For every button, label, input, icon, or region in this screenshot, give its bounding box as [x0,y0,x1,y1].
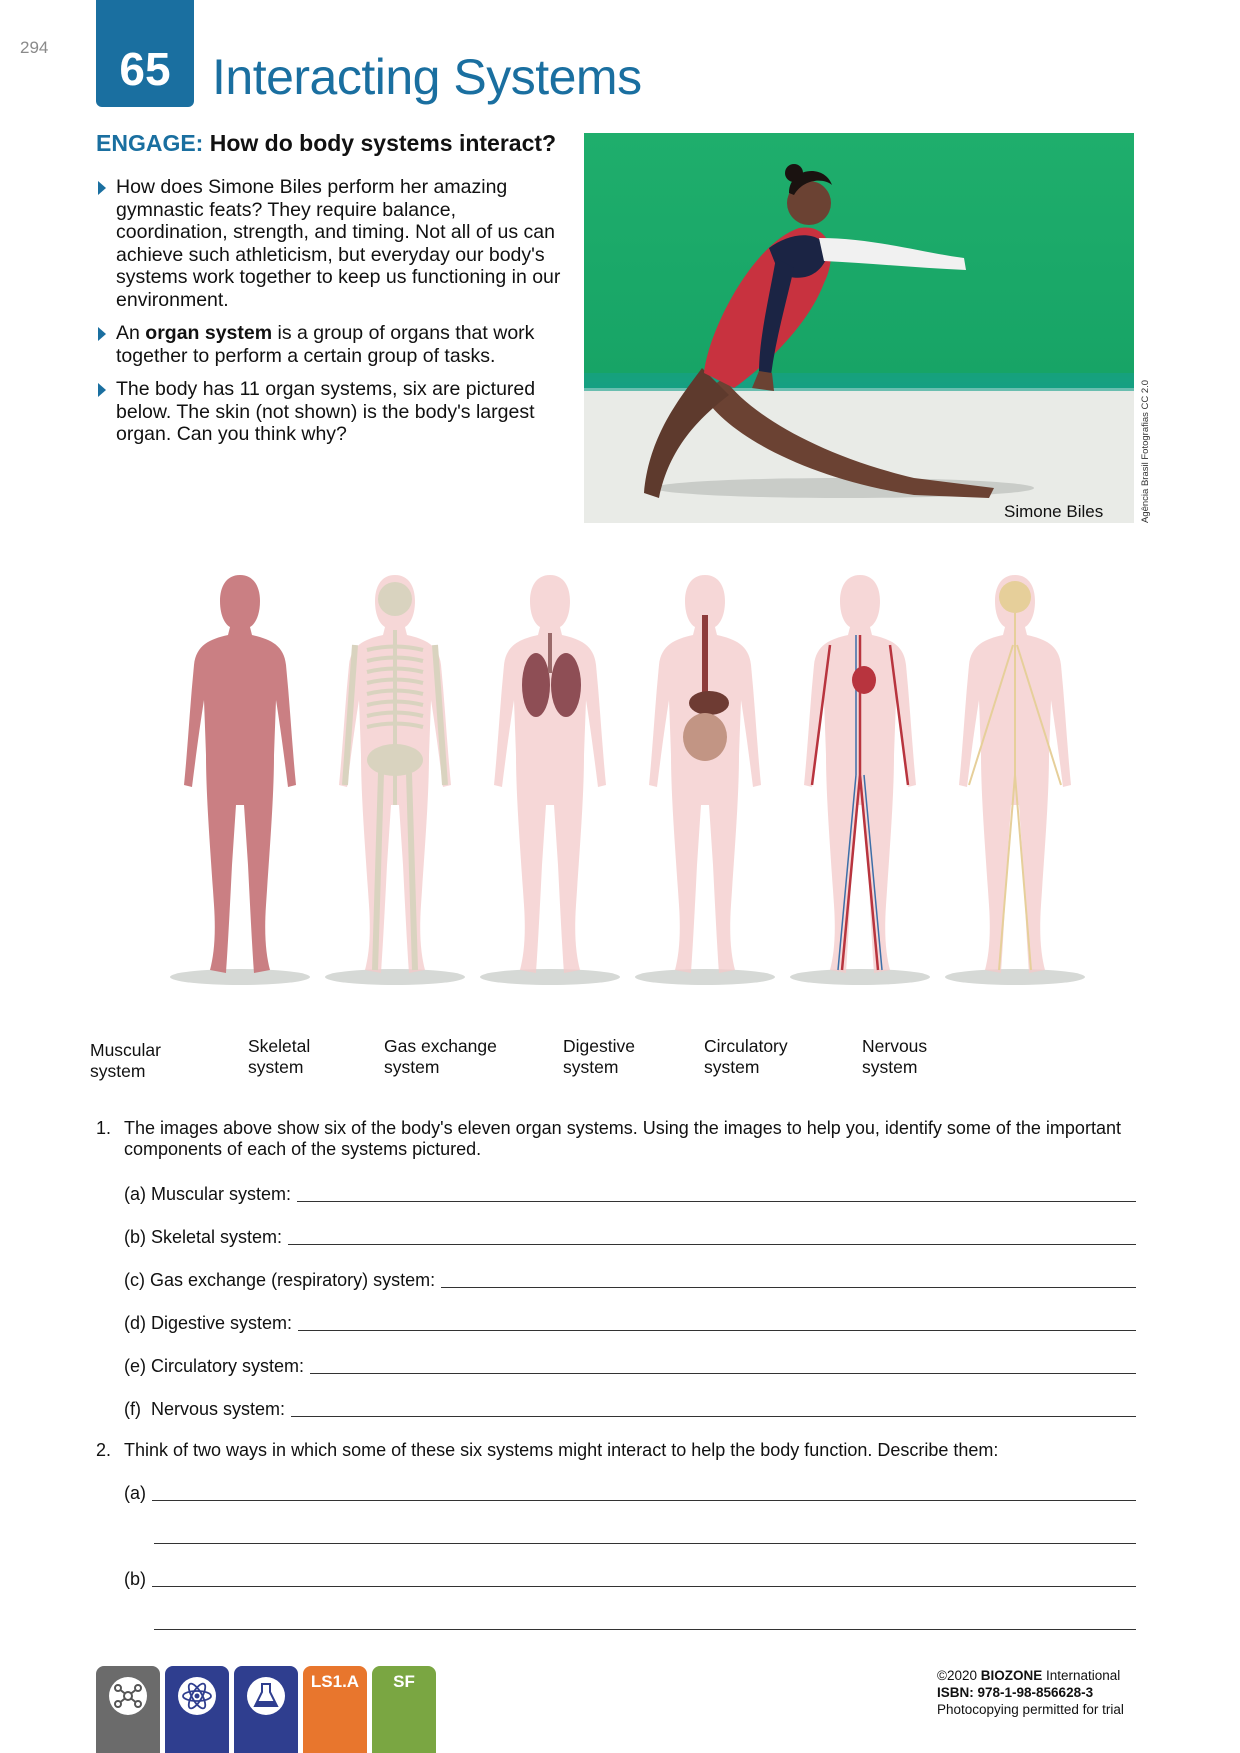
answer-line[interactable] [298,1329,1136,1331]
photo-credit: Agência Brasil Fotografias CC 2.0 [1140,379,1151,523]
answer-row [124,1205,1136,1248]
answer-label: (a) [124,1483,146,1503]
body-figure [480,575,620,985]
organ-systems-figures [150,565,1110,1025]
system-label: system [384,1057,440,1077]
badge-flask-icon [234,1666,298,1753]
question-2-number: 2. [96,1440,112,1460]
intro-bullet [96,378,566,446]
gymnast-photo [584,133,1134,523]
badge-text: LS1.A [310,1672,360,1691]
system-label: Circulatory [704,1036,788,1056]
intro-bullets [96,176,566,457]
intro-bullet [96,322,566,367]
badge-label [372,1666,436,1753]
page-title: Interacting Systems [212,49,642,105]
answer-label: (a) Muscular system: [124,1184,292,1204]
isbn: ISBN: 978-1-98-856628-3 [937,1685,1094,1700]
body-figure [945,575,1085,985]
answer-line[interactable] [441,1286,1136,1288]
questions [96,1118,1136,1633]
badge-atom-icon [165,1666,229,1753]
bullet-text: organ system [145,322,273,344]
answer-label: (b) [124,1569,146,1589]
system-label: Muscular [90,1040,161,1060]
body-figure [170,575,310,985]
badge-label [303,1666,367,1753]
question-1-number: 1. [96,1118,112,1138]
answer-row [124,1461,1136,1504]
system-label: system [563,1057,619,1077]
flask-icon [246,1701,286,1720]
footer [937,1667,1124,1718]
system-label: system [90,1061,146,1081]
photocopy-notice: Photocopying permitted for trial [937,1702,1124,1717]
body-figure [635,575,775,985]
system-label: Gas exchange [384,1036,497,1056]
answer-line[interactable] [152,1499,1136,1501]
answer-line[interactable] [152,1585,1136,1587]
system-label: system [704,1057,760,1077]
page-number: 294 [20,38,49,57]
system-label: Nervous [862,1036,928,1056]
answer-row [124,1248,1136,1291]
badge-network-icon [96,1666,160,1753]
answer-line[interactable] [288,1243,1136,1245]
answer-label: (c) Gas exchange (respiratory) system: [124,1270,436,1290]
system-label: Skeletal [248,1036,311,1056]
engage-keyword: ENGAGE: [96,130,204,156]
answer-label: (f) Nervous system: [124,1399,286,1419]
gymnast-illustration [584,133,1134,523]
question-1 [96,1118,1136,1160]
question-2-text: Think of two ways in which some of these six systems might interact to help the body function. Describe them: [124,1440,999,1460]
body-figure [790,575,930,985]
answer-line[interactable] [154,1628,1136,1630]
answer-row [124,1291,1136,1334]
answer-row [124,1162,1136,1205]
bullet-text: is a group of organs that work together to perform a certain group of tasks. [116,322,535,367]
badge-text: SF [393,1672,415,1691]
answer-label: (e) Circulatory system: [124,1356,305,1376]
photo-caption: Simone Biles [1004,502,1104,521]
answer-row [124,1377,1136,1420]
answer-label: (b) Skeletal system: [124,1227,283,1247]
bullet-text: The body has 11 organ systems, six are pictured below. The skin (not shown) is the body's largest organ. Can you think why? [116,378,536,445]
question-2 [96,1440,1136,1461]
answer-line[interactable] [310,1372,1136,1374]
bullet-text: How does Simone Biles perform her amazing gymnastic feats? They require balance, coordination, strength, and timing. Not all of us can achieve such athleticism, but everyday our body's systems work together to keep us functioning in our environment. [116,176,561,311]
answer-row [124,1547,1136,1590]
answer-line[interactable] [154,1542,1136,1544]
intro-bullet [96,176,566,311]
network-icon [108,1701,148,1720]
body-figure [325,575,465,985]
question-1-text: The images above show six of the body's eleven organ systems. Using the images to help you, identify some of the important components of each of the systems pictured. [124,1118,1121,1159]
answer-line[interactable] [297,1200,1136,1202]
system-label: system [862,1057,918,1077]
answer-label: (d) Digestive system: [124,1313,293,1333]
bullet-text: An [116,322,146,344]
bullet-arrow-icon [98,383,106,397]
system-label: Digestive [563,1036,635,1056]
organ-systems-illustration [150,565,1110,1025]
answer-row-continued [154,1590,1136,1633]
bullet-arrow-icon [98,327,106,341]
activity-number-tab: 65 [96,0,194,107]
bullet-arrow-icon [98,181,106,195]
engage-question: How do body systems interact? [209,130,557,156]
atom-icon [177,1701,217,1720]
copyright: ©2020 BIOZONE International [937,1668,1121,1683]
answer-line[interactable] [291,1415,1136,1417]
engage-heading [96,130,556,157]
answer-row-continued [154,1504,1136,1547]
answer-row [124,1334,1136,1377]
system-label: system [248,1057,304,1077]
